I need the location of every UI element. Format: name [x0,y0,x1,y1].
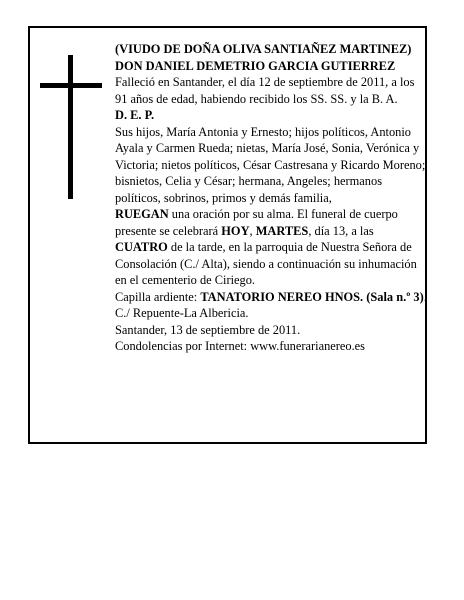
request-text-1: una oración por su alma. El funeral de cuerpo presente se celebrará [115,207,398,238]
cross-vertical-bar [68,55,73,199]
widower-line: (VIUDO DE DOÑA OLIVA SANTIAÑEZ MARTINEZ) [115,42,412,56]
chapel-info [115,289,427,322]
weekday-word: MARTES [255,223,309,238]
death-info: Falleció en Santander, el día 12 de septiembre de 2011, a los 91 años de edad, habiendo recibido los SS. SS. y la B. A. [115,75,415,106]
today-word: HOY [221,223,250,238]
chapel-address: . C./ Repuente-La Albericia. [115,289,427,320]
rip-text: D. E. P. [115,108,155,122]
request-text-2: , día 13, a las [308,223,374,238]
request-text-3: de la tarde, en la parroquia de Nuestra Señora de Consolación (C./ Alta), siendo a continuación su inhumación en el cementerio de Ciriego. [115,240,417,287]
chapel-name: TANATORIO NEREO HNOS. (Sala n.º 3) [200,289,424,304]
family-list: Sus hijos, María Antonia y Ernesto; hijos políticos, Antonio Ayala y Carmen Rueda; nietas, María José, Sonia, Verónica y Victoria; nietos políticos, César Castresana y Ricardo Moreno; bisnietos, Celia y César; hermana, Angeles; hermanos políticos, sobrinos, primos y demás familia, [115,124,426,205]
request-word: RUEGAN [115,207,169,221]
deceased-name: DON DANIEL DEMETRIO GARCIA GUTIERREZ [115,58,396,73]
chapel-label: Capilla ardiente: [115,289,201,304]
obituary-text [115,41,427,355]
obituary-frame [28,26,427,444]
cross-horizontal-bar [40,83,102,88]
funeral-request [115,206,427,289]
hour-word: CUATRO [115,240,168,254]
condolences-line: Condolencias por Internet: www.funerarianereo.es [115,339,366,353]
comma-separator: , [249,223,256,238]
cross-icon [40,55,102,199]
place-date: Santander, 13 de septiembre de 2011. [115,322,301,337]
